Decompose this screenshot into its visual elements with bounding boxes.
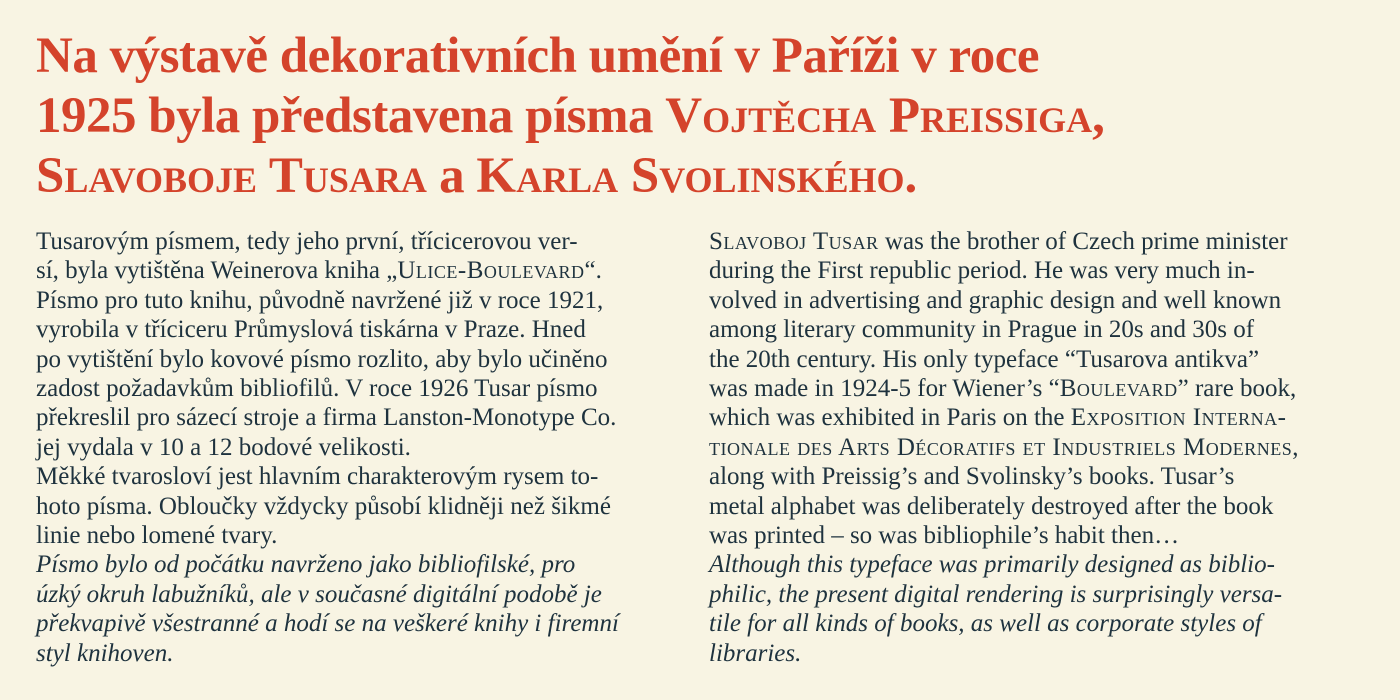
text-segment: po vytištění bylo kovové písmo rozlito, aby bylo učiněno	[36, 345, 608, 373]
text-segment: Tusarovým písmem, tedy jeho první, třícicerovou ver-	[36, 228, 578, 255]
text-segment: Písmo pro tuto knihu, původně navržené již v roce 1921,	[36, 286, 604, 314]
text-segment: ” rare book,	[1177, 375, 1297, 403]
small-caps-text: Exposition Interna-	[1070, 404, 1287, 432]
text-line	[36, 286, 691, 315]
text-segment: styl knihoven.	[36, 639, 174, 667]
text-segment: sí, byla vytištěna Weinerova kniha „	[36, 257, 398, 285]
text-line	[709, 227, 1364, 256]
text-segment: was printed – so was bibliophile’s habit then…	[709, 522, 1180, 550]
text-segment: was the brother of Czech prime minister	[878, 228, 1288, 255]
text-segment: vyrobila v tříciceru Průmyslová tiskárna v Praze. Hned	[36, 316, 586, 344]
text-line	[36, 256, 691, 285]
text-segment: tile for all kinds of books, as well as corporate styles of	[709, 610, 1262, 638]
text-line	[36, 403, 691, 432]
text-line	[36, 639, 691, 668]
text-segment: metal alphabet was deliberately destroyed after the book	[709, 492, 1274, 520]
text-segment: libraries.	[709, 639, 802, 667]
text-line	[709, 345, 1364, 374]
text-segment: Písmo bylo od počátku navrženo jako bibliofilské, pro	[36, 551, 576, 579]
text-line	[36, 227, 691, 256]
text-line	[36, 433, 691, 462]
text-segment: překreslil pro sázecí stroje a firma Lanston-Monotype Co.	[36, 404, 617, 432]
text-line	[709, 256, 1364, 285]
text-line	[36, 521, 691, 550]
text-segment: jej vydala v 10 a 12 bodové velikosti.	[36, 433, 411, 461]
text-segment: “.	[584, 257, 602, 285]
text-segment: during the First republic period. He was very much in-	[709, 257, 1255, 285]
small-caps-text: Slavoboj Tusar	[709, 228, 879, 255]
text-columns	[36, 227, 1364, 668]
text-segment: hoto písma. Obloučky vždycky působí klidněji než šikmé	[36, 492, 611, 520]
text-line	[709, 492, 1364, 521]
text-line	[36, 580, 691, 609]
text-line	[36, 315, 691, 344]
text-segment: a	[426, 148, 477, 204]
text-line	[709, 550, 1364, 579]
text-line	[709, 286, 1364, 315]
text-segment: was made in 1924-5 for Wiener’s “	[709, 375, 1060, 403]
text-segment: volved in advertising and graphic design and well known	[709, 286, 1282, 314]
small-caps-text: Ulice-Boulevard	[397, 257, 585, 285]
text-segment: Na výstavě dekorativních umění v Paříži v roce	[36, 28, 1040, 84]
text-line	[709, 580, 1364, 609]
small-caps-text: Boulevard	[1059, 375, 1178, 403]
text-line	[36, 146, 1364, 206]
page-title	[36, 0, 1364, 206]
text-segment: Although this typeface was primarily designed as biblio-	[709, 551, 1275, 579]
text-line	[709, 315, 1364, 344]
text-segment: which was exhibited in Paris on the	[709, 404, 1071, 432]
text-line	[709, 521, 1364, 550]
text-segment: úzký okruh labužníků, ale v současné digitální podobě je	[36, 580, 602, 608]
text-line	[36, 550, 691, 579]
text-line	[709, 462, 1364, 491]
text-line	[36, 86, 1364, 146]
text-line	[709, 374, 1364, 403]
small-caps-text: Karla Svolinského.	[476, 148, 918, 204]
small-caps-text: Slavoboje Tusara	[36, 148, 427, 204]
small-caps-text: Vojtěcha Preissiga,	[665, 88, 1105, 144]
right-column-english-text	[709, 227, 1364, 668]
text-line	[36, 26, 1364, 86]
text-line	[709, 609, 1364, 638]
text-segment: 1925 byla představena písma	[36, 88, 666, 144]
small-caps-text: tionale des Arts Décoratifs et Industriels Modernes,	[709, 433, 1299, 461]
text-line	[709, 639, 1364, 668]
text-line	[36, 374, 691, 403]
text-segment: along with Preissig’s and Svolinsky’s books. Tusar’s	[709, 463, 1235, 491]
text-line	[36, 492, 691, 521]
text-line	[36, 609, 691, 638]
text-segment: zadost požadavkům bibliofilů. V roce 1926 Tusar písmo	[36, 375, 598, 403]
text-line	[36, 345, 691, 374]
text-segment: Měkké tvarosloví jest hlavním charakterovým rysem to-	[36, 463, 599, 491]
text-line	[709, 403, 1364, 432]
text-line	[36, 462, 691, 491]
left-column-czech-text	[36, 227, 691, 668]
text-line	[709, 433, 1364, 462]
text-segment: linie nebo lomené tvary.	[36, 522, 278, 550]
text-segment: among literary community in Prague in 20s and 30s of	[709, 316, 1255, 344]
text-segment: the 20th century. His only typeface “Tusarova antikva”	[709, 345, 1260, 373]
text-segment: philic, the present digital rendering is surprisingly versa-	[709, 580, 1283, 608]
text-segment: překvapivě všestranné a hodí se na veškeré knihy i firemní	[36, 610, 619, 638]
